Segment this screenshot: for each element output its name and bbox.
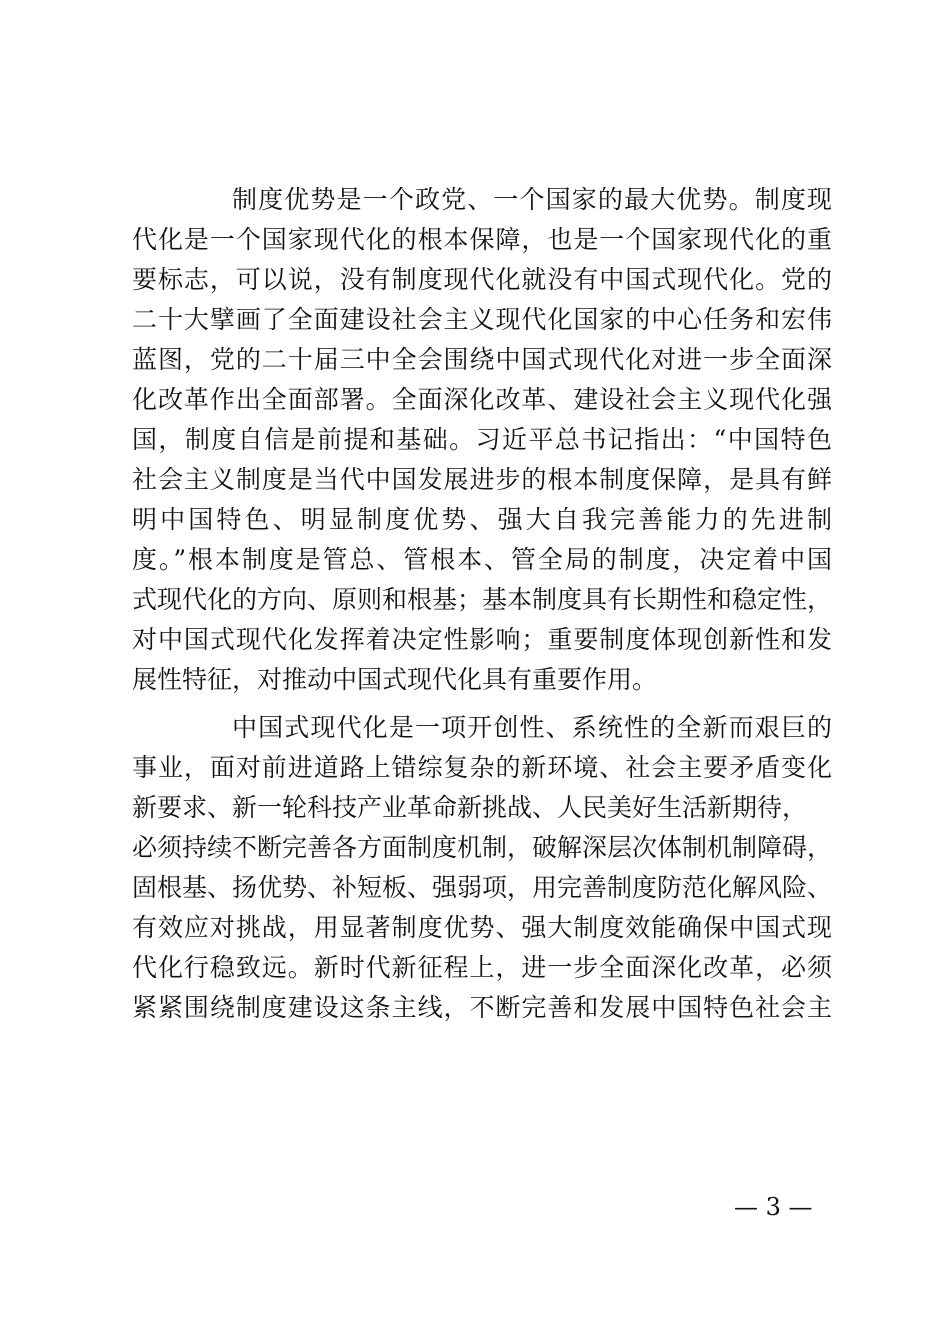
text-line: 必须持续不断完善各方面制度机制，破解深层次体制机制障碍， bbox=[132, 833, 832, 862]
paragraph bbox=[132, 180, 832, 700]
text-line: 固根基、扬优势、补短板、强弱项，用完善制度防范化解风险、 bbox=[132, 873, 832, 902]
text-line: 式现代化的方向、原则和根基；基本制度具有长期性和稳定性， bbox=[132, 585, 832, 614]
text-line: 对中国式现代化发挥着决定性影响；重要制度体现创新性和发 bbox=[132, 625, 832, 654]
text-line: 社会主义制度是当代中国发展进步的根本制度保障，是具有鲜 bbox=[132, 465, 832, 494]
page-number: — 3 — bbox=[734, 1193, 813, 1221]
text-line: 事业，面对前进道路上错综复杂的新环境、社会主要矛盾变化 bbox=[132, 753, 832, 782]
text-line: 国，制度自信是前提和基础。习近平总书记指出：“中国特色 bbox=[132, 425, 832, 454]
text-line: 度。”根本制度是管总、管根本、管全局的制度，决定着中国 bbox=[132, 545, 832, 574]
text-line: 中国式现代化是一项开创性、系统性的全新而艰巨的 bbox=[232, 713, 832, 742]
paragraph-spacer bbox=[132, 700, 832, 708]
text-line: 紧紧围绕制度建设这条主线，不断完善和发展中国特色社会主 bbox=[132, 993, 832, 1022]
text-line: 二十大擘画了全面建设社会主义现代化国家的中心任务和宏伟 bbox=[132, 305, 832, 334]
text-line: 有效应对挑战，用显著制度优势、强大制度效能确保中国式现 bbox=[132, 913, 832, 942]
text-line: 代化行稳致远。新时代新征程上，进一步全面深化改革，必须 bbox=[132, 953, 832, 982]
text-line: 新要求、新一轮科技产业革命新挑战、人民美好生活新期待， bbox=[132, 793, 808, 822]
text-line: 明中国特色、明显制度优势、强大自我完善能力的先进制 bbox=[132, 505, 832, 534]
text-line: 要标志，可以说，没有制度现代化就没有中国式现代化。党的 bbox=[132, 265, 832, 294]
text-line: 制度优势是一个政党、一个国家的最大优势。制度现 bbox=[232, 185, 832, 214]
text-line: 代化是一个国家现代化的根本保障，也是一个国家现代化的重 bbox=[132, 225, 832, 254]
body-text bbox=[132, 180, 832, 1028]
text-line: 蓝图，党的二十届三中全会围绕中国式现代化对进一步全面深 bbox=[132, 345, 832, 374]
text-line: 展性特征，对推动中国式现代化具有重要作用。 bbox=[132, 665, 658, 694]
paragraph bbox=[132, 708, 832, 1028]
text-line: 化改革作出全面部署。全面深化改革、建设社会主义现代化强 bbox=[132, 385, 832, 414]
